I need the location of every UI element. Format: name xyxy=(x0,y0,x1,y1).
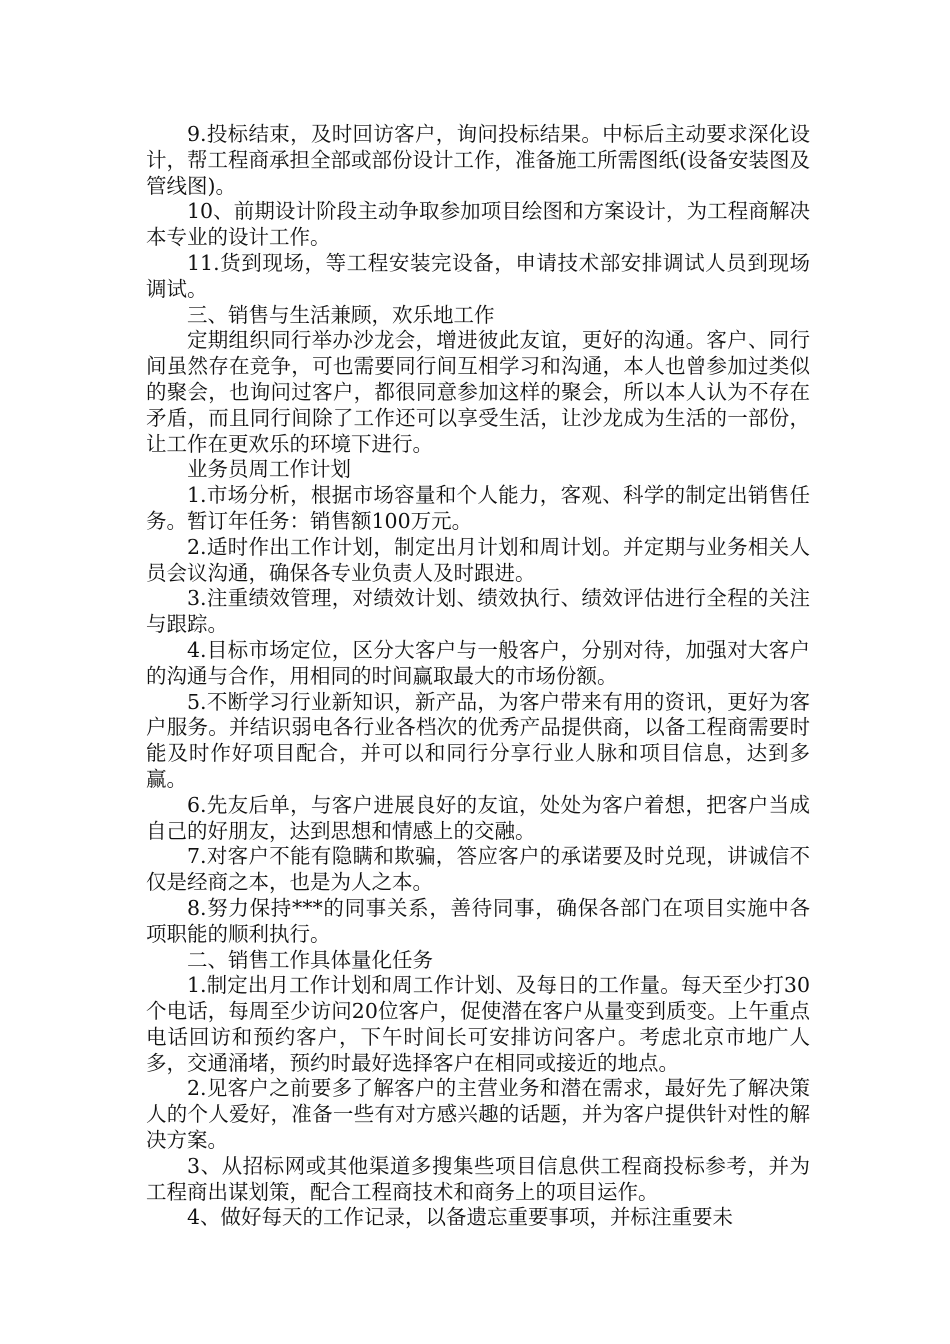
plan-item-8: 8.努力保持***的同事关系，善待同事，确保各部门在项目实施中各项职能的顺利执行。 xyxy=(146,895,810,946)
section-heading-2: 二、销售工作具体量化任务 xyxy=(187,947,433,972)
paragraph-item-9: 9.投标结束，及时回访客户，询问投标结果。中标后主动要求深化设计，帮工程商承担全部或部份设计工作，准备施工所需图纸(设备安装图及管线图)。 xyxy=(146,122,810,198)
plan-item-6: 6.先友后单，与客户进展良好的友谊，处处为客户着想，把客户当成自己的好朋友，达到思想和情感上的交融。 xyxy=(146,792,810,843)
plan-item-4: 4.目标市场定位，区分大客户与一般客户，分别对待，加强对大客户的沟通与合作，用相同的时间赢取最大的市场份额。 xyxy=(146,637,810,688)
plan-item-5: 5.不断学习行业新知识，新产品，为客户带来有用的资讯，更好为客户服务。并结识弱电各行业各档次的优秀产品提供商，以备工程商需要时能及时作好项目配合，并可以和同行分享行业人脉和项目信息，达到多赢。 xyxy=(146,689,810,791)
plan-item-7: 7.对客户不能有隐瞒和欺骗，答应客户的承诺要及时兑现，讲诚信不仅是经商之本，也是为人之本。 xyxy=(146,844,810,895)
paragraph-item-11: 11.货到现场，等工程安装完设备，申请技术部安排调试人员到现场调试。 xyxy=(146,250,810,301)
paragraph-item-10: 10、前期设计阶段主动争取参加项目绘图和方案设计，为工程商解决本专业的设计工作。 xyxy=(146,199,810,250)
section-heading-3: 三、销售与生活兼顾，欢乐地工作 xyxy=(187,302,495,327)
task-item-2: 2.见客户之前要多了解客户的主营业务和潜在需求，最好先了解决策人的个人爱好，准备一些有对方感兴趣的话题，并为客户提供针对性的解决方案。 xyxy=(146,1076,810,1153)
task-item-1: 1.制定出月工作计划和周工作计划、及每日的工作量。每天至少打30个电话，每周至少访问20位客户，促使潜在客户从量变到质变。上午重点电话回访和预约客户，下午时间长可安排访问客户。考虑北京市地广人多，交通涌堵，预约时最好选择客户在相同或接近的地点。 xyxy=(146,973,810,1075)
plan-item-1: 1.市场分析，根据市场容量和个人能力，客观、科学的制定出销售任务。暂订年任务：销售额100万元。 xyxy=(146,483,810,533)
task-item-4: 4、做好每天的工作记录，以备遗忘重要事项，并标注重要未 xyxy=(187,1205,734,1230)
section-heading-weekly-plan: 业务员周工作计划 xyxy=(187,457,351,482)
plan-item-3: 3.注重绩效管理，对绩效计划、绩效执行、绩效评估进行全程的关注与跟踪。 xyxy=(146,586,810,637)
plan-item-2: 2.适时作出工作计划，制定出月计划和周计划。并定期与业务相关人员会议沟通，确保各专业负责人及时跟进。 xyxy=(146,534,810,585)
paragraph-salon: 定期组织同行举办沙龙会，增进彼此友谊，更好的沟通。客户、同行间虽然存在竞争，可也需要同行间互相学习和沟通，本人也曾参加过类似的聚会，也询问过客户，都很同意参加这样的聚会，所以本人认为不存在矛盾，而且同行间除了工作还可以享受生活，让沙龙成为生活的一部份，让工作在更欢乐的环境下进行。 xyxy=(146,328,810,456)
task-item-3: 3、从招标网或其他渠道多搜集些项目信息供工程商投标参考，并为工程商出谋划策，配合工程商技术和商务上的项目运作。 xyxy=(146,1153,810,1204)
document-body xyxy=(146,122,810,1231)
